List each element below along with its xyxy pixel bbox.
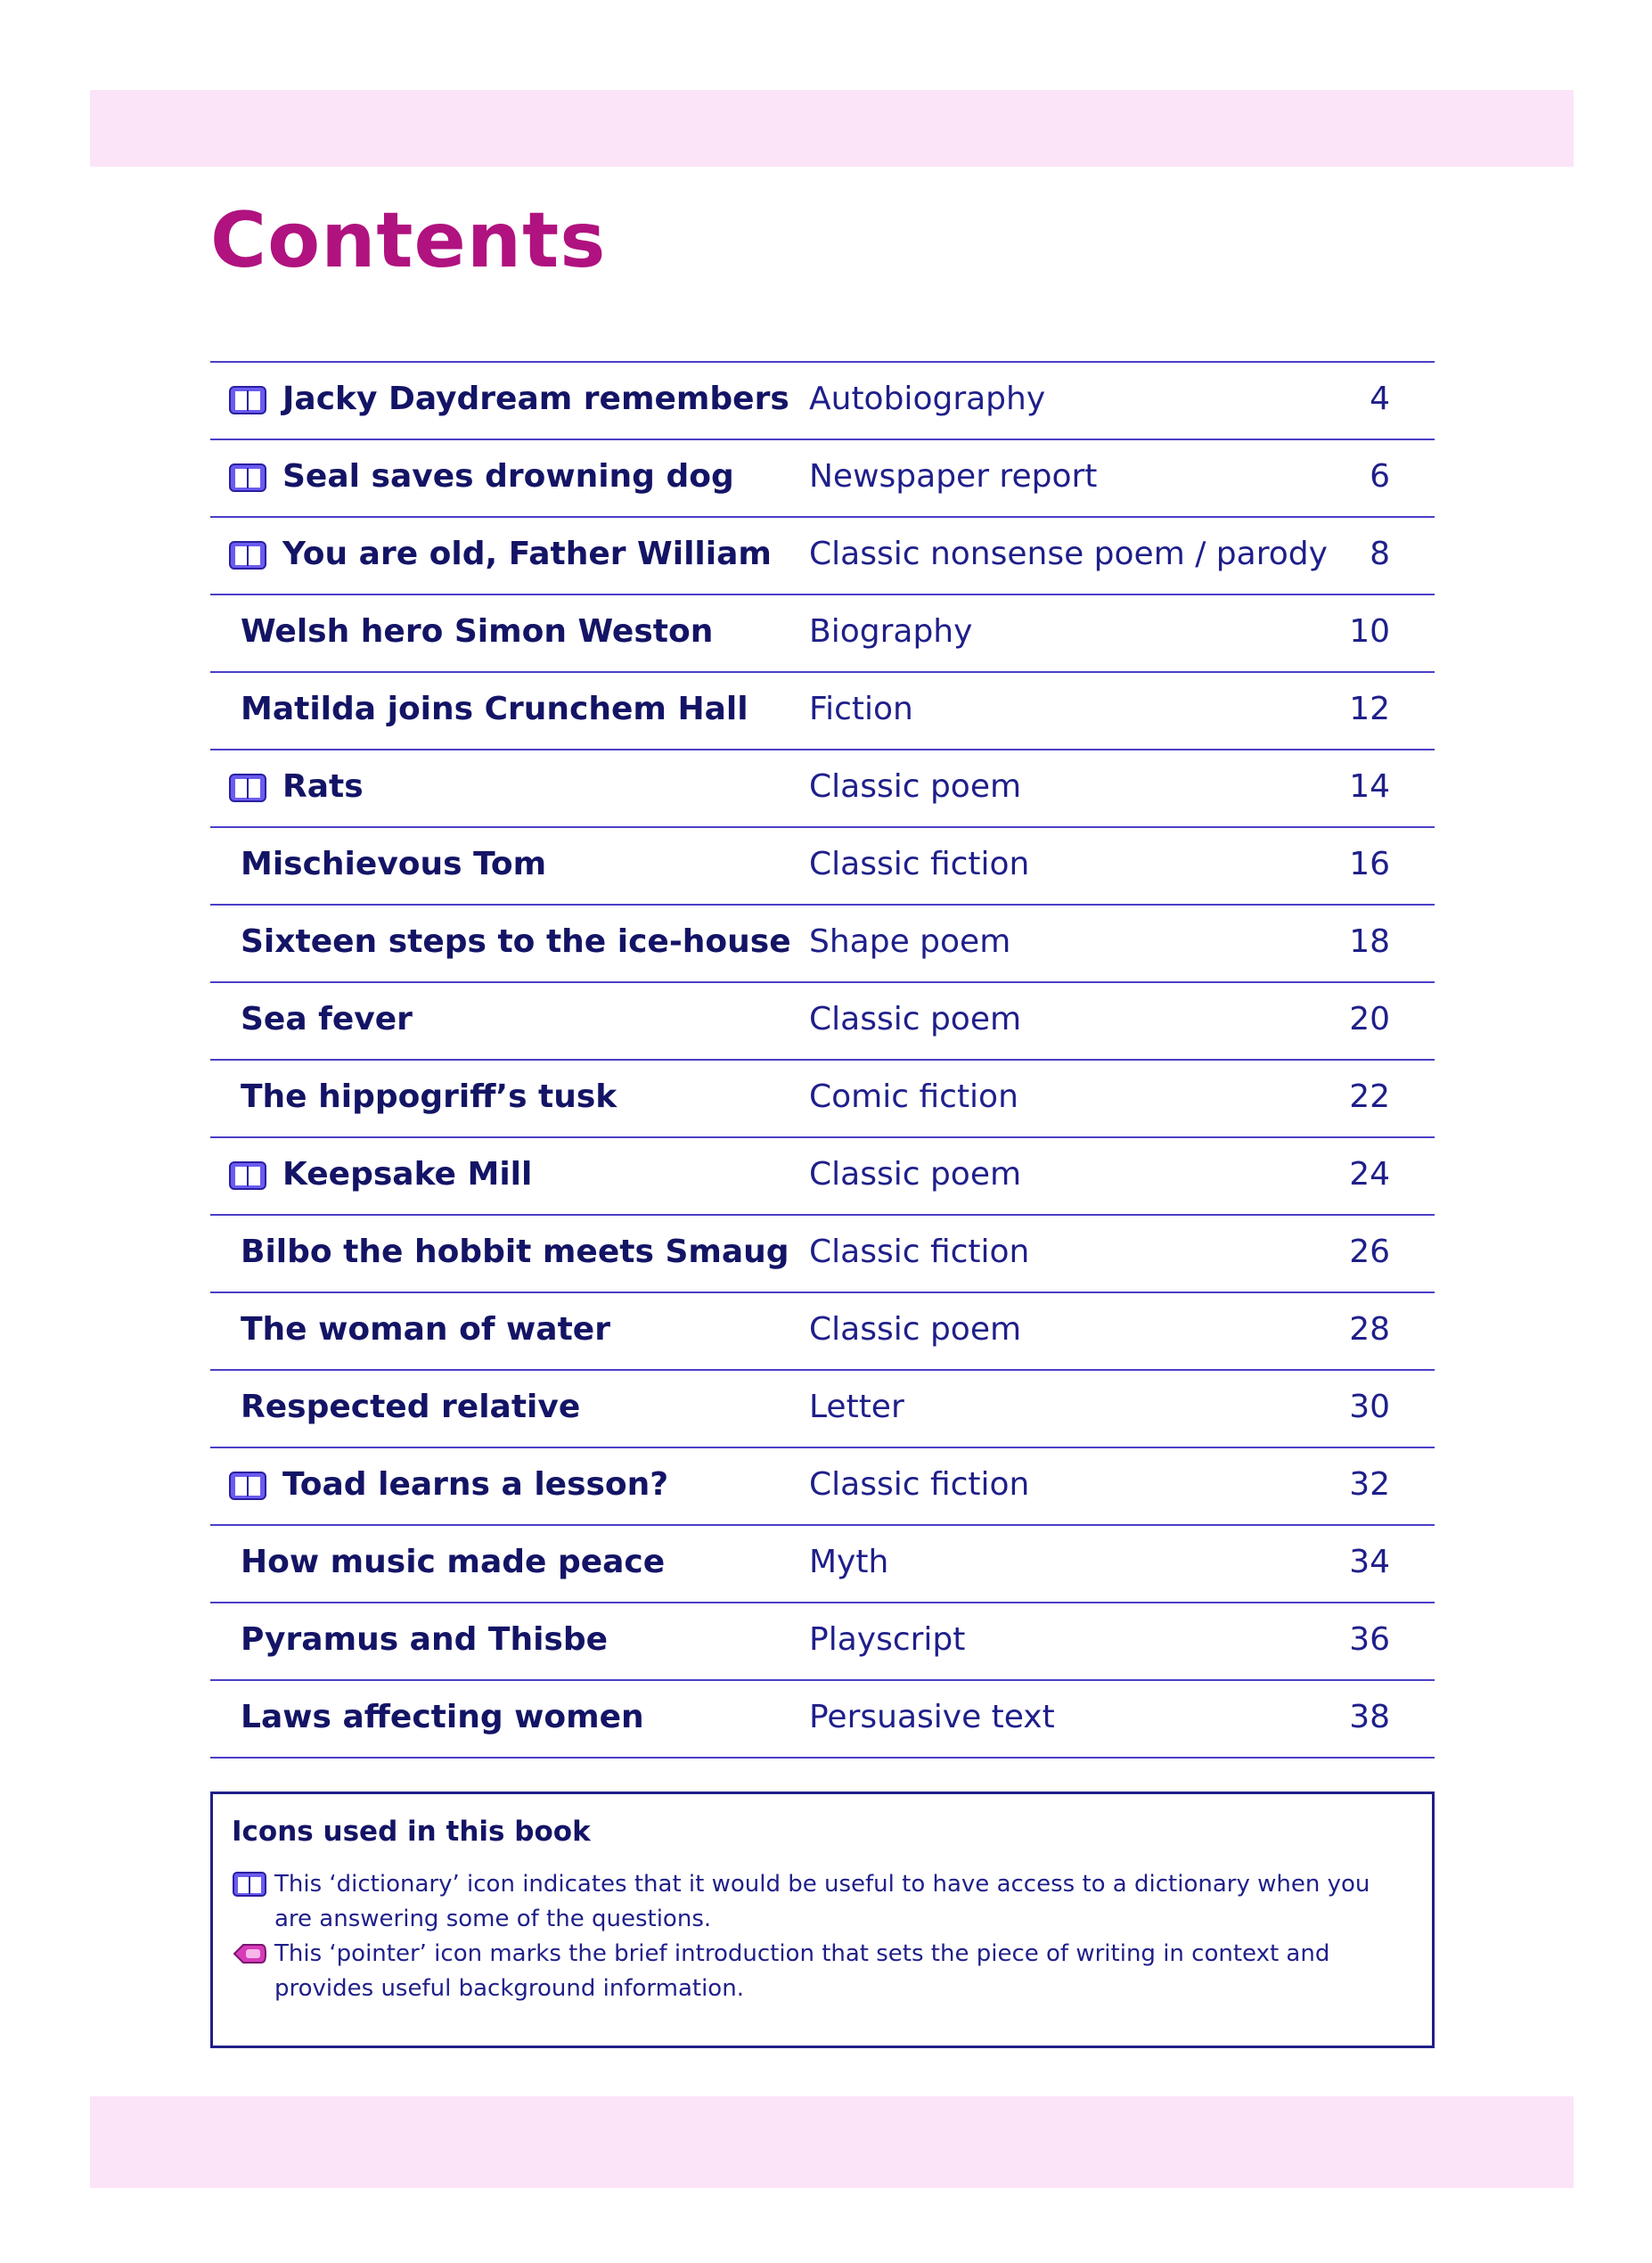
toc-row	[210, 363, 1435, 440]
toc-entry-title: Pyramus and Thisbe	[241, 1621, 609, 1658]
toc-entry-genre: Comic fiction	[809, 1078, 1018, 1115]
dictionary-icon	[228, 382, 267, 418]
toc-entry-title: Keepsake Mill	[282, 1156, 533, 1193]
toc-row	[210, 828, 1435, 906]
toc-entry-genre: Classic poem	[809, 1311, 1022, 1348]
toc-row	[210, 440, 1435, 518]
page-title: Contents	[210, 196, 607, 285]
toc-entry-genre: Myth	[809, 1544, 889, 1580]
toc-entry-genre: Persuasive text	[809, 1699, 1055, 1735]
toc-row	[210, 1371, 1435, 1448]
dictionary-icon	[228, 460, 267, 496]
toc-entry-page-number: 4	[1370, 381, 1390, 417]
dictionary-icon	[228, 1468, 267, 1504]
toc-row	[210, 1061, 1435, 1138]
toc-entry-genre: Biography	[809, 613, 973, 650]
legend-text-dictionary: This ‘dictionary’ icon indicates that it would be useful to have access to a dictionary when you are answering some of the questions.	[274, 1871, 1370, 1932]
dictionary-icon	[228, 770, 267, 806]
toc-row	[210, 1138, 1435, 1216]
toc-row	[210, 1526, 1435, 1603]
toc-row	[210, 673, 1435, 750]
toc-entry-page-number: 34	[1349, 1544, 1390, 1580]
toc-row	[210, 906, 1435, 983]
toc-entry-title: Sixteen steps to the ice-house	[241, 923, 791, 960]
toc-entry-title: Rats	[282, 768, 364, 805]
toc-row	[210, 1603, 1435, 1681]
toc-entry-page-number: 38	[1349, 1699, 1390, 1735]
toc-entry-title: The hippogriff’s tusk	[241, 1078, 617, 1115]
toc-entry-title: Matilda joins Crunchem Hall	[241, 691, 748, 727]
pointer-icon	[232, 1939, 267, 1969]
toc-entry-page-number: 22	[1349, 1078, 1390, 1115]
toc-row	[210, 983, 1435, 1061]
toc-entry-genre: Letter	[809, 1389, 904, 1425]
toc-entry-title: Seal saves drowning dog	[282, 458, 734, 495]
toc-entry-genre: Playscript	[809, 1621, 966, 1658]
toc-entry-page-number: 16	[1349, 846, 1390, 882]
toc-entry-page-number: 28	[1349, 1311, 1390, 1348]
dictionary-icon	[228, 1158, 267, 1193]
toc-entry-genre: Classic poem	[809, 1001, 1022, 1037]
dictionary-icon	[228, 537, 267, 573]
bottom-decorative-band	[90, 2096, 1574, 2188]
toc-entry-page-number: 14	[1349, 768, 1390, 805]
toc-entry-genre: Classic fiction	[809, 1466, 1030, 1503]
toc-entry-title: Respected relative	[241, 1389, 581, 1425]
toc-row	[210, 518, 1435, 595]
toc-entry-title: Mischievous Tom	[241, 846, 547, 882]
toc-row	[210, 595, 1435, 673]
toc-entry-title: Laws affecting women	[241, 1699, 644, 1735]
toc-entry-page-number: 24	[1349, 1156, 1390, 1193]
toc-entry-genre: Newspaper report	[809, 458, 1098, 495]
toc-entry-genre: Classic fiction	[809, 846, 1030, 882]
toc-entry-title: Jacky Daydream remembers	[282, 381, 789, 417]
toc-entry-page-number: 20	[1349, 1001, 1390, 1037]
toc-row	[210, 1216, 1435, 1293]
toc-entry-genre: Fiction	[809, 691, 913, 727]
toc-entry-page-number: 8	[1370, 536, 1390, 572]
toc-entry-genre: Classic poem	[809, 1156, 1022, 1193]
toc-entry-page-number: 30	[1349, 1389, 1390, 1425]
toc-entry-page-number: 6	[1370, 458, 1390, 495]
toc-entry-title: How music made peace	[241, 1544, 666, 1580]
toc-entry-genre: Shape poem	[809, 923, 1011, 960]
legend-text-pointer: This ‘pointer’ icon marks the brief introduction that sets the piece of writing in context and provides useful background information.	[274, 1940, 1330, 2002]
top-decorative-band	[90, 90, 1574, 167]
toc-row	[210, 1293, 1435, 1371]
toc-entry-title: You are old, Father William	[282, 536, 772, 572]
toc-entry-title: Bilbo the hobbit meets Smaug	[241, 1234, 789, 1270]
dictionary-icon	[232, 1869, 267, 1899]
icons-legend-box	[210, 1792, 1435, 2048]
toc-row	[210, 1448, 1435, 1526]
toc-entry-genre: Autobiography	[809, 381, 1046, 417]
toc-entry-title: Toad learns a lesson?	[282, 1466, 669, 1503]
toc-entry-title: Sea fever	[241, 1001, 413, 1037]
toc-entry-page-number: 36	[1349, 1621, 1390, 1658]
toc-entry-page-number: 12	[1349, 691, 1390, 727]
toc-entry-genre: Classic nonsense poem / parody	[809, 536, 1328, 572]
contents-table	[210, 361, 1435, 1759]
toc-entry-genre: Classic fiction	[809, 1234, 1030, 1270]
toc-entry-page-number: 10	[1349, 613, 1390, 650]
toc-entry-page-number: 18	[1349, 923, 1390, 960]
legend-heading: Icons used in this book	[232, 1816, 591, 1848]
toc-entry-title: Welsh hero Simon Weston	[241, 613, 714, 650]
toc-entry-page-number: 26	[1349, 1234, 1390, 1270]
toc-entry-title: The woman of water	[241, 1311, 610, 1348]
toc-entry-genre: Classic poem	[809, 768, 1022, 805]
toc-row	[210, 1681, 1435, 1759]
toc-row	[210, 750, 1435, 828]
toc-entry-page-number: 32	[1349, 1466, 1390, 1503]
